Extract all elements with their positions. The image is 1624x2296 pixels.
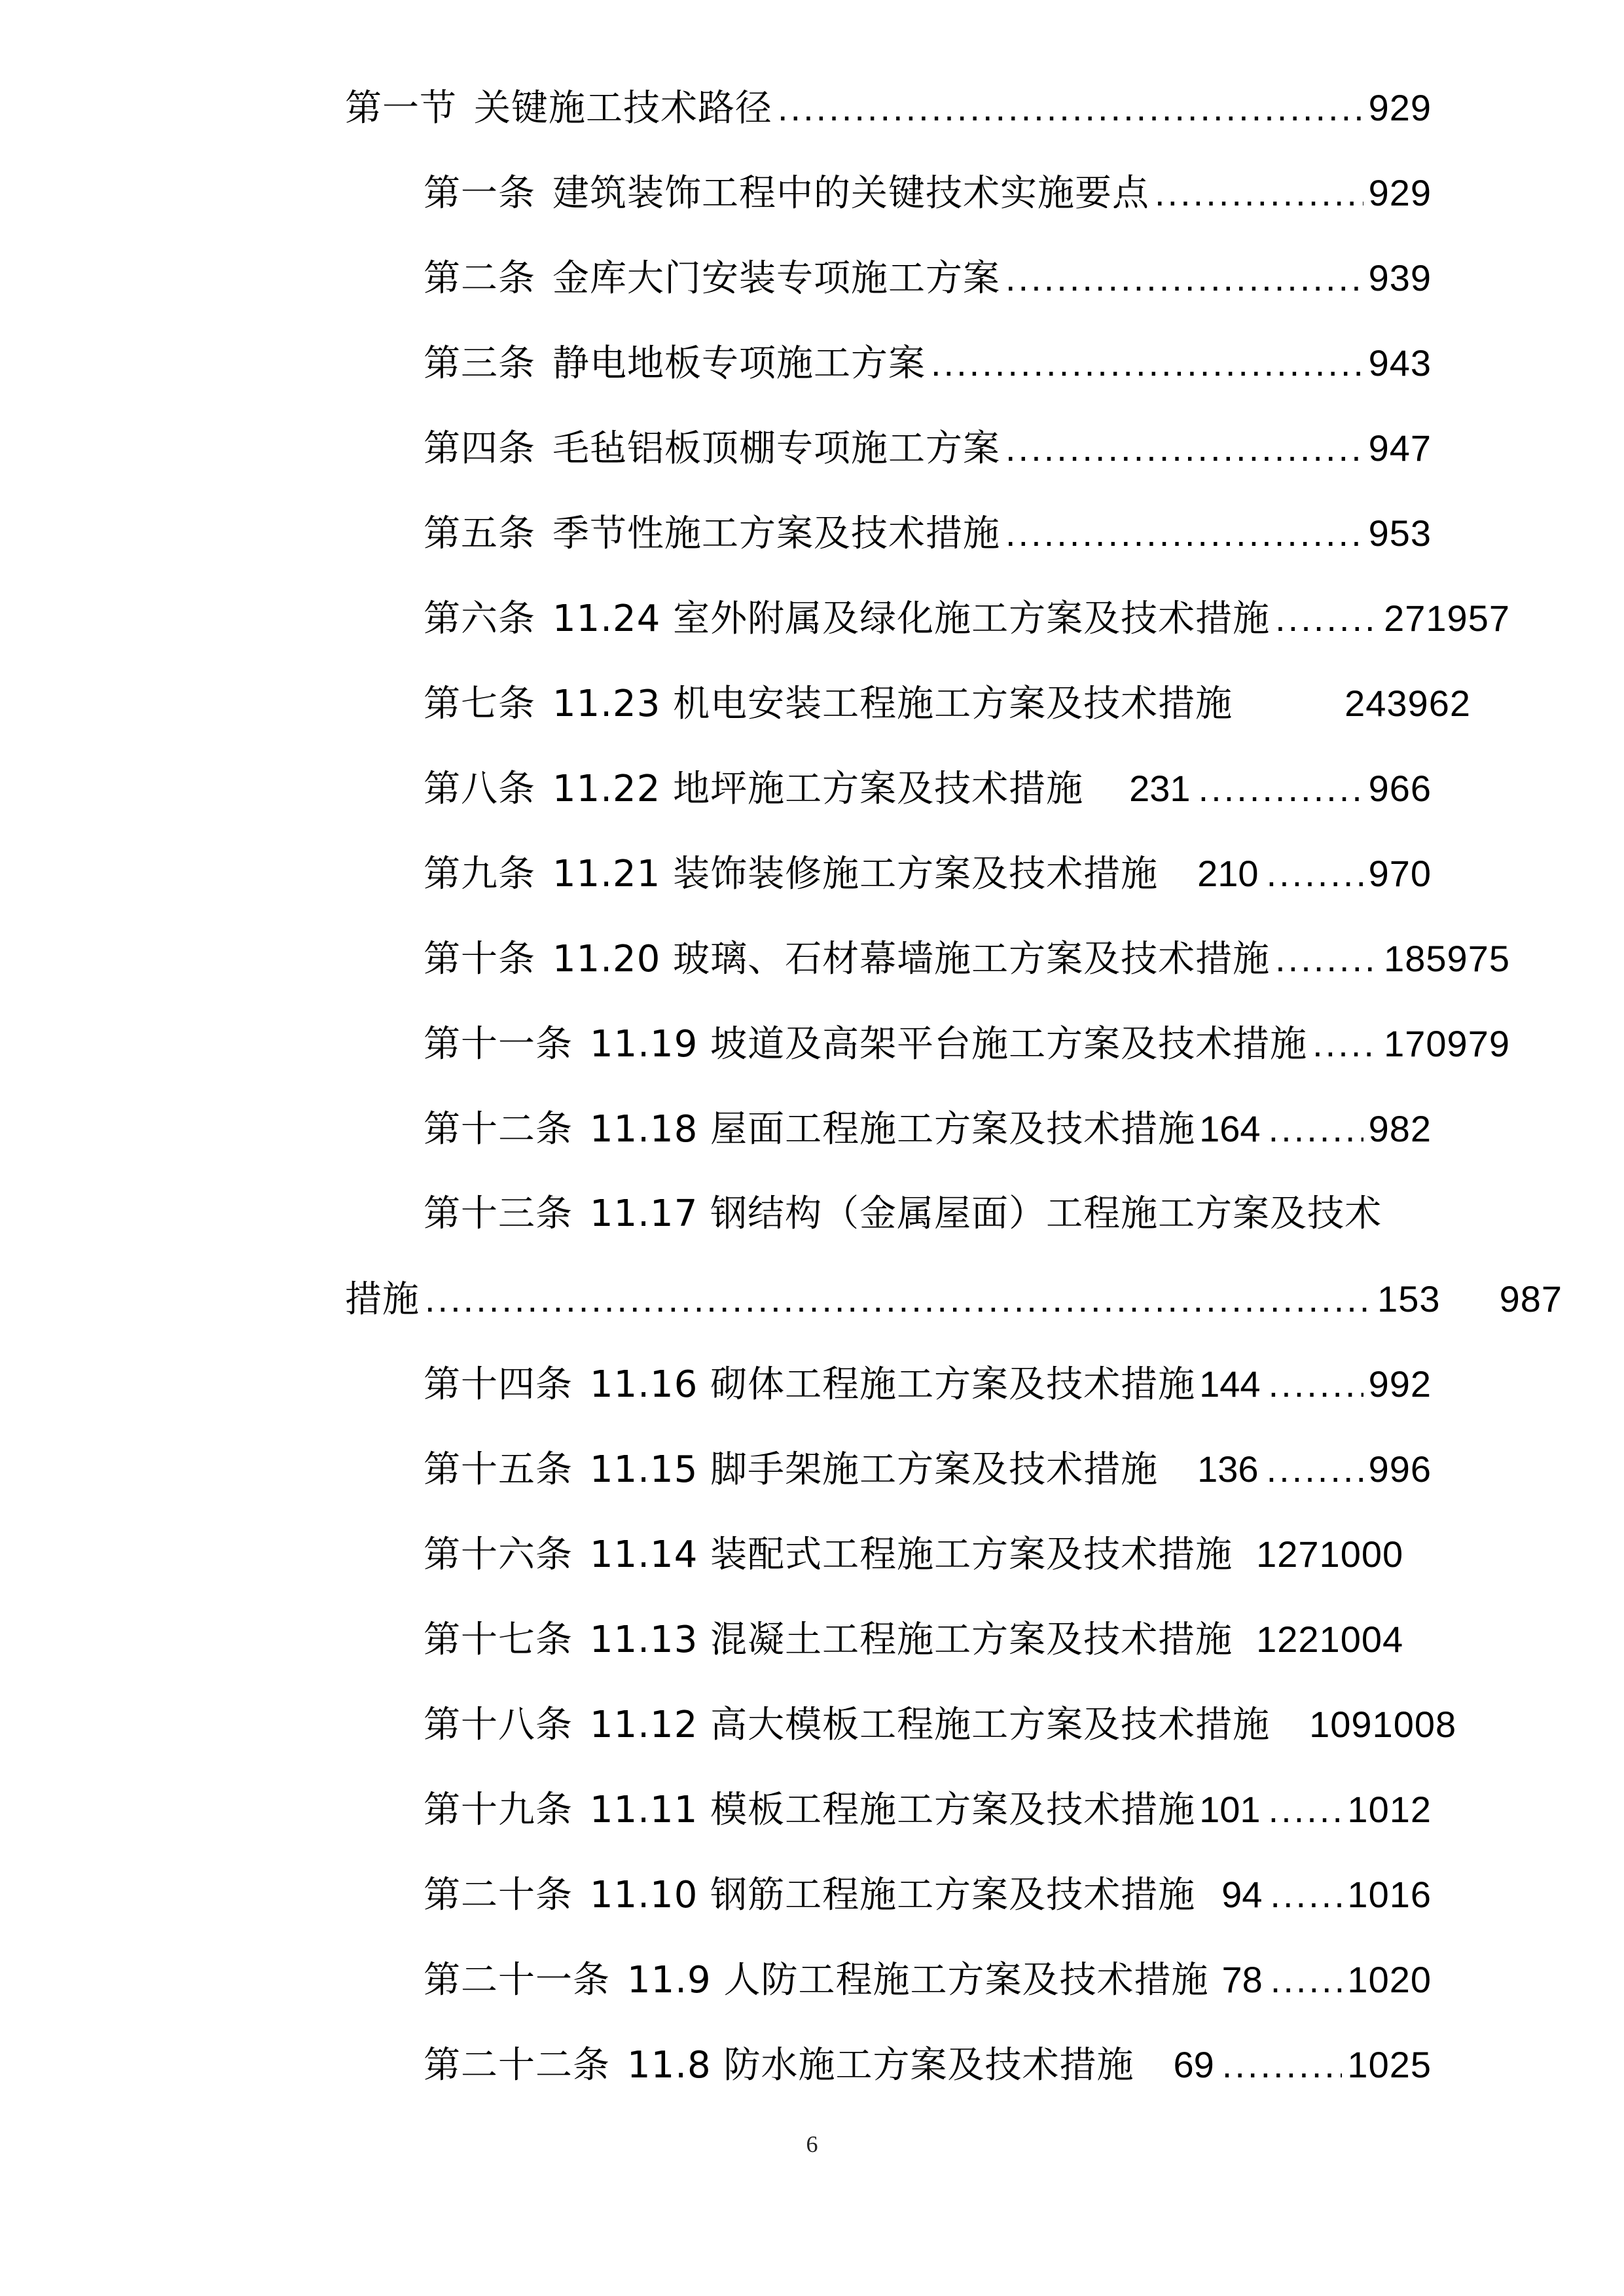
toc-entry[interactable] [424,592,1510,645]
toc-entry[interactable] [424,2039,1432,2091]
toc-entry-label: 第八条 [424,768,535,810]
toc-entry[interactable] [424,167,1432,219]
toc-entry-title: 11.11 模板工程施工方案及技术措施 [590,1789,1196,1831]
toc-entry-title: 11.21 装饰装修施工方案及技术措施 [552,853,1159,895]
dot-leader [778,82,1363,134]
toc-entry[interactable] [424,1103,1432,1155]
toc-entry-label: 第二十条 [424,1874,573,1916]
toc-entry-page: 271957 [1384,598,1510,639]
dot-leader [1270,1869,1342,1921]
toc-entry[interactable] [424,1528,1432,1581]
toc-entry-title: 毛毡铝板顶棚专项施工方案 [552,427,1000,470]
toc-entry[interactable] [424,252,1432,304]
toc-entry[interactable] [424,1784,1432,1836]
dot-leader [1005,507,1363,560]
toc-entry[interactable] [424,422,1432,475]
toc-entry-label: 第七条 [424,683,535,725]
toc-entry-page: 1020 [1347,1959,1432,2000]
toc-entry[interactable] [424,1869,1432,1921]
toc-entry-title: 11.22 地坪施工方案及技术措施 [552,768,1084,810]
toc-entry[interactable] [424,762,1432,815]
toc-entry-title: 11.9 人防工程施工方案及技术措施 [627,1959,1209,2001]
toc-entry-inline-number: 210 [1197,853,1259,894]
toc-entry-title: 11.15 脚手架施工方案及技术措施 [590,1448,1159,1491]
toc-entry[interactable] [424,1443,1432,1496]
toc-entry-label: 第二条 [424,257,535,300]
dot-leader [1155,167,1363,219]
toc-entry-page: 1091008 [1309,1704,1457,1745]
toc-entry-page: 1221004 [1256,1619,1404,1660]
dot-leader [1267,848,1363,900]
toc-entry-title: 11.10 钢筋工程施工方案及技术措施 [590,1874,1196,1916]
dot-leader [1222,2039,1343,2091]
dot-leader [931,337,1363,389]
toc-entry[interactable] [424,1698,1457,1751]
toc-entry-inline-number: 231 [1129,768,1191,809]
toc-entry[interactable] [424,1188,1432,1240]
toc-entry-title: 静电地板专项施工方案 [552,342,926,385]
toc-entry-title: 11.20 玻璃、石材幕墙施工方案及技术措施 [552,938,1271,980]
toc-entry-label: 第十八条 [424,1704,573,1746]
footer-page-number: 6 [806,2131,818,2157]
toc-entry-label: 第十二条 [424,1108,573,1151]
toc-entry-title: 11.23 机电安装工程施工方案及技术措施 [552,683,1233,725]
toc-entry[interactable] [424,337,1432,389]
toc-entry-page: 982 [1368,1108,1432,1149]
dot-leader [1271,1954,1343,2006]
toc-entry-label: 第十五条 [424,1448,573,1491]
toc-entry-label: 第二十二条 [424,2044,610,2087]
toc-entry-page: 185975 [1384,938,1510,979]
toc-entry-label: 第十条 [424,938,535,980]
toc-entry-page: 1025 [1347,2044,1432,2085]
toc-entry-title: 11.18 屋面工程施工方案及技术措施 [590,1108,1196,1151]
toc-entry-page: 939 [1368,257,1432,298]
toc-entry-page: 943 [1368,342,1432,384]
toc-entry-title: 季节性施工方案及技术措施 [552,512,1000,555]
toc-entry-label: 第十四条 [424,1363,573,1406]
toc-entry-page: 1016 [1347,1874,1432,1915]
toc-entry-page: 992 [1368,1363,1432,1405]
toc-entry-title: 11.14 装配式工程施工方案及技术措施 [590,1534,1233,1576]
toc-entry-label: 第一节 [345,87,457,130]
toc-entry[interactable] [424,1358,1432,1410]
toc-entry-inline-number: 153 [1377,1278,1441,1319]
toc-entry-page: 947 [1368,427,1432,469]
toc-entry-page: 929 [1368,172,1432,213]
dot-leader [1312,1018,1379,1070]
toc-entry-label: 第十七条 [424,1619,573,1661]
dot-leader [425,1273,1372,1325]
toc-entry-page: 996 [1368,1448,1432,1490]
toc-entry-inline-number: 136 [1197,1448,1259,1490]
toc-entry-title: 11.16 砌体工程施工方案及技术措施 [590,1363,1196,1406]
toc-entry-label: 第十三条 [424,1193,573,1235]
toc-entry-title: 11.24 室外附属及绿化施工方案及技术措施 [552,598,1271,640]
toc-entry-page: 1012 [1347,1789,1432,1830]
toc-entry-label: 第十一条 [424,1023,573,1066]
toc-entry-inline-number: 69 [1173,2044,1214,2085]
toc-entry-continuation[interactable] [345,1273,1562,1325]
toc-entry-label: 第六条 [424,598,535,640]
dot-leader [1275,933,1379,985]
toc-entry-label: 第三条 [424,342,535,385]
dot-leader [1267,1443,1363,1496]
toc-entry-page: 970 [1368,853,1432,894]
toc-entry-title: 建筑装饰工程中的关键技术实施要点 [552,172,1149,215]
toc-entry-page: 243962 [1344,683,1471,724]
toc-entry-title: 11.17 钢结构（金属屋面）工程施工方案及技术 [590,1193,1382,1235]
dot-leader [1269,1358,1363,1410]
toc-entry[interactable] [424,507,1432,560]
toc-entry-title: 11.13 混凝土工程施工方案及技术措施 [590,1619,1233,1661]
toc-entry-title: 11.19 坡道及高架平台施工方案及技术措施 [590,1023,1308,1066]
toc-entry[interactable] [424,933,1510,985]
toc-entry-inline-number: 78 [1221,1959,1263,2000]
toc-entry[interactable] [424,1613,1432,1666]
toc-entry-page: 987 [1499,1278,1562,1319]
toc-entry-page: 953 [1368,512,1432,554]
toc-entry-label: 第十九条 [424,1789,573,1831]
toc-entry-page: 966 [1368,768,1432,809]
toc-entry-inline-number: 101 [1199,1789,1261,1830]
toc-entry-page: 170979 [1384,1023,1510,1064]
toc-entry-label: 第十六条 [424,1534,573,1576]
toc-entry-title: 11.8 防水施工方案及技术措施 [627,2044,1134,2087]
toc-entry-label: 第九条 [424,853,535,895]
toc-entry[interactable] [424,677,1471,730]
toc-entry-title: 金库大门安装专项施工方案 [552,257,1000,300]
dot-leader [1269,1784,1343,1836]
toc-entry-label: 第一条 [424,172,535,215]
toc-entry-inline-number: 164 [1199,1108,1261,1149]
toc-entry-label: 第五条 [424,512,535,555]
toc-entry-title: 11.12 高大模板工程施工方案及技术措施 [590,1704,1271,1746]
toc-entry-label: 第二十一条 [424,1959,610,2001]
toc-entry-label: 第四条 [424,427,535,470]
dot-leader [1005,422,1363,475]
toc-entry-title: 关键施工技术路径 [474,87,772,130]
toc-entry[interactable] [424,848,1432,900]
dot-leader [1275,592,1379,645]
dot-leader [1199,762,1363,815]
dot-leader [1005,252,1363,304]
dot-leader [1269,1103,1363,1155]
toc-entry-page: 1271000 [1256,1534,1404,1575]
toc-entry-section[interactable] [345,82,1432,134]
toc-entry-label: 措施 [345,1278,420,1321]
toc-entry[interactable] [424,1954,1432,2006]
toc-entry-inline-number: 144 [1199,1363,1261,1405]
toc-entry[interactable] [424,1018,1510,1070]
toc-entry-inline-number: 94 [1221,1874,1263,1915]
toc-entry-page: 929 [1368,87,1432,128]
